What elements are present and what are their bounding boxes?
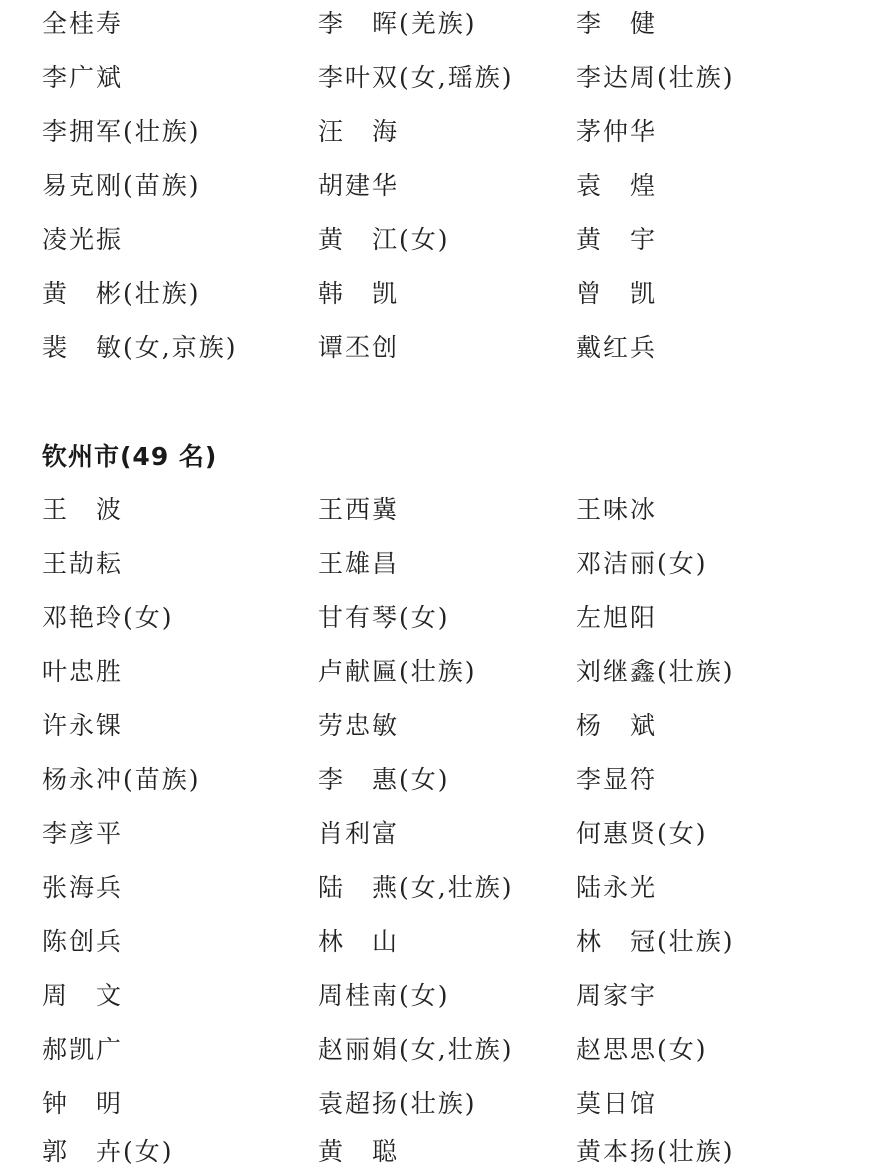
section-heading-qinzhou: 钦州市(49 名) — [42, 442, 218, 471]
name-entry: 周家宇 — [576, 981, 658, 1010]
name-entry: 左旭阳 — [576, 603, 658, 632]
name-entry: 陆 燕(女,壮族) — [318, 873, 514, 902]
name-entry: 黄 聪 — [318, 1137, 400, 1166]
name-row — [0, 112, 871, 152]
name-entry: 肖利富 — [318, 819, 400, 848]
name-entry: 林 冠(壮族) — [576, 927, 735, 956]
name-entry: 凌光振 — [42, 225, 124, 254]
name-entry: 袁超扬(壮族) — [318, 1089, 477, 1118]
name-entry: 刘继鑫(壮族) — [576, 657, 735, 686]
name-entry: 李彦平 — [42, 819, 124, 848]
name-entry: 钟 明 — [42, 1089, 124, 1118]
name-entry: 王雄昌 — [318, 549, 400, 578]
name-entry: 王味冰 — [576, 495, 658, 524]
name-row — [0, 706, 871, 746]
name-entry: 韩 凯 — [318, 279, 400, 308]
name-entry: 李广斌 — [42, 63, 124, 92]
name-entry: 黄 彬(壮族) — [42, 279, 201, 308]
name-entry: 黄 江(女) — [318, 225, 450, 254]
name-entry: 戴红兵 — [576, 333, 658, 362]
name-entry: 全桂寿 — [42, 9, 124, 38]
name-entry: 李叶双(女,瑶族) — [318, 63, 514, 92]
name-entry: 易克刚(苗族) — [42, 171, 201, 200]
name-entry: 卢献匾(壮族) — [318, 657, 477, 686]
name-entry: 郝凯广 — [42, 1035, 124, 1064]
name-row — [0, 220, 871, 260]
name-entry: 许永锞 — [42, 711, 124, 740]
name-entry: 杨 斌 — [576, 711, 658, 740]
name-entry: 曾 凯 — [576, 279, 658, 308]
name-entry: 邓洁丽(女) — [576, 549, 708, 578]
name-row — [0, 760, 871, 800]
name-entry: 李 健 — [576, 9, 658, 38]
name-entry: 张海兵 — [42, 873, 124, 902]
name-entry: 陆永光 — [576, 873, 658, 902]
name-row — [0, 814, 871, 854]
name-entry: 赵丽娟(女,壮族) — [318, 1035, 514, 1064]
name-entry: 甘有琴(女) — [318, 603, 450, 632]
name-entry: 李拥军(壮族) — [42, 117, 201, 146]
name-entry: 袁 煌 — [576, 171, 658, 200]
name-row — [0, 544, 871, 584]
name-row — [0, 490, 871, 530]
name-entry: 劳忠敏 — [318, 711, 400, 740]
name-row — [0, 652, 871, 692]
name-row — [0, 58, 871, 98]
name-row — [0, 328, 871, 368]
name-entry: 茅仲华 — [576, 117, 658, 146]
name-entry: 邓艳玲(女) — [42, 603, 174, 632]
name-row — [0, 4, 871, 44]
name-entry: 王西冀 — [318, 495, 400, 524]
name-row — [0, 922, 871, 962]
name-entry: 汪 海 — [318, 117, 400, 146]
name-entry: 陈创兵 — [42, 927, 124, 956]
name-row — [0, 868, 871, 908]
name-entry: 叶忠胜 — [42, 657, 124, 686]
name-entry: 谭丕创 — [318, 333, 400, 362]
name-row — [0, 598, 871, 638]
name-entry: 李 惠(女) — [318, 765, 450, 794]
name-row — [0, 976, 871, 1016]
name-row — [0, 1030, 871, 1070]
name-entry: 李显符 — [576, 765, 658, 794]
name-row — [0, 274, 871, 314]
name-entry: 黄 宇 — [576, 225, 658, 254]
name-entry: 黄本扬(壮族) — [576, 1137, 735, 1166]
name-entry: 何惠贤(女) — [576, 819, 708, 848]
name-row — [0, 166, 871, 206]
name-entry: 郭 卉(女) — [42, 1137, 174, 1166]
name-entry: 莫日馆 — [576, 1089, 658, 1118]
name-entry: 李 晖(羌族) — [318, 9, 477, 38]
name-entry: 赵思思(女) — [576, 1035, 708, 1064]
name-entry: 林 山 — [318, 927, 400, 956]
name-entry: 胡建华 — [318, 171, 400, 200]
name-entry: 杨永冲(苗族) — [42, 765, 201, 794]
name-entry: 周桂南(女) — [318, 981, 450, 1010]
name-row — [0, 1132, 871, 1172]
name-entry: 王劼耘 — [42, 549, 124, 578]
name-entry: 周 文 — [42, 981, 124, 1010]
name-entry: 王 波 — [42, 495, 124, 524]
name-entry: 李达周(壮族) — [576, 63, 735, 92]
name-entry: 裴 敏(女,京族) — [42, 333, 238, 362]
name-row — [0, 1084, 871, 1124]
